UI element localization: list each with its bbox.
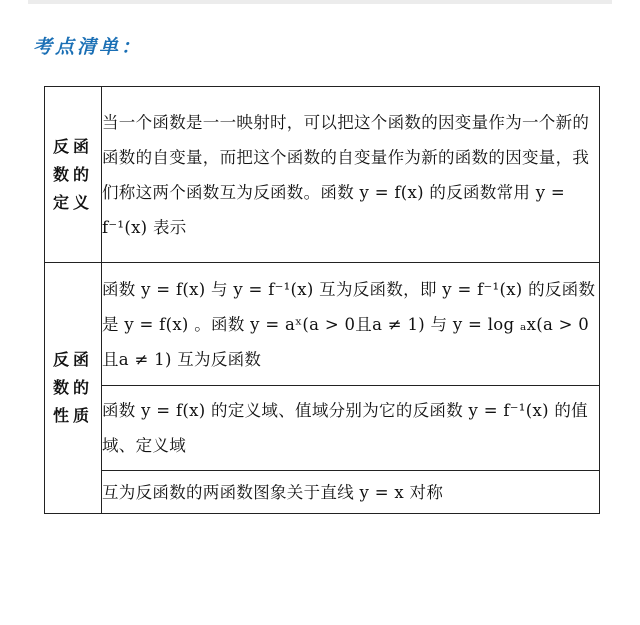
property-item-2: 函数 y = f(x) 的定义域、值域分别为它的反函数 y = f⁻¹(x) 的值域、定义域	[102, 386, 600, 471]
top-divider	[28, 0, 612, 4]
row-header-properties	[45, 263, 102, 514]
row-header-label: 反函数的性质	[53, 350, 94, 425]
table-row	[45, 386, 600, 471]
table-row	[45, 263, 600, 386]
knowledge-table	[44, 86, 600, 514]
property-item-1: 函数 y = f(x) 与 y = f⁻¹(x) 互为反函数，即 y = f⁻¹(x) 的反函数是 y = f(x) 。函数 y = aˣ(a > 0且a ≠ 1) 与 y = log ₐx(a > 0且a ≠ 1) 互为反函数	[102, 263, 600, 386]
page-title: 考点清单：	[33, 36, 144, 58]
table-row	[45, 471, 600, 514]
row-header-definition	[45, 87, 102, 263]
property-item-3: 互为反函数的两函数图象关于直线 y = x 对称	[102, 471, 600, 514]
definition-text: 当一个函数是一一映射时，可以把这个函数的因变量作为一个新的函数的自变量，而把这个函数的自变量作为新的函数的因变量，我们称这两个函数互为反函数。函数 y = f(x) 的反函数常用 y = f⁻¹(x) 表示	[102, 87, 600, 263]
row-header-label: 反函数的定义	[53, 136, 94, 212]
table-row	[45, 87, 600, 263]
